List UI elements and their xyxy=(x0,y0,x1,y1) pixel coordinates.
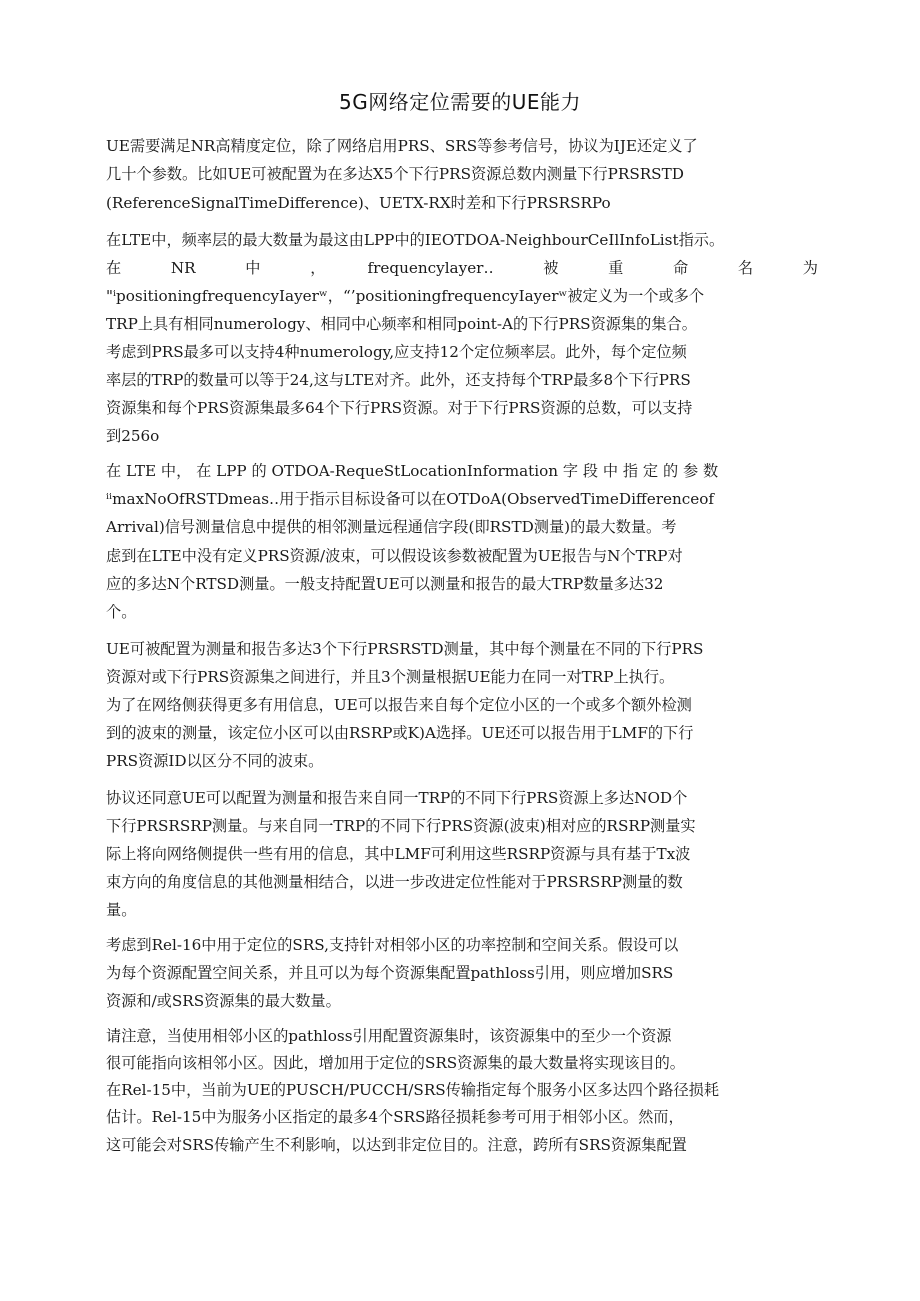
text-line: 几十个参数。比如UE可被配置为在多达X5个下行PRS资源总数内测量下行PRSRSTD xyxy=(106,165,684,183)
text-line: 资源集和每个PRS资源集最多64个下行PRS资源。对于下行PRS资源的总数，可以支持 xyxy=(106,399,693,417)
document-title: 5G网络定位需要的UE能力 xyxy=(339,90,581,114)
text-line: Arrival)信号测量信息中提供的相邻测量远程通信字段(即RSTD测量)的最大数量。考 xyxy=(106,518,677,536)
text-line: 应的多达N个RTSD测量。一般支持配置UE可以测量和报告的最大TRP数量多达32 xyxy=(106,575,664,593)
text-line: 资源对或下行PRS资源集之间进行，并且3个测量根据UE能力在同一对TRP上执行。 xyxy=(106,668,675,686)
text-line: 为了在网络侧获得更多有用信息，UE可以报告来自每个定位小区的一个或多个额外检测 xyxy=(106,696,692,714)
text-line: 到的波束的测量，该定位小区可以由RSRP或K)A选择。UE还可以报告用于LMF的下行 xyxy=(106,724,694,742)
text-line: 考虑到PRS最多可以支持4种numerology,应支持12个定位频率层。此外，每个定位频 xyxy=(106,343,687,361)
text-line: 请注意，当使用相邻小区的pathloss引用配置资源集时，该资源集中的至少一个资源 xyxy=(106,1027,672,1045)
text-line: (ReferenceSignalTimeDifference)、UETX-RX时差和下行PRSRSRPo xyxy=(106,194,611,212)
text-line: 资源和/或SRS资源集的最大数量。 xyxy=(106,992,341,1010)
text-line: 率层的TRP的数量可以等于24,这与LTE对齐。此外，还支持每个TRP最多8个下行PRS xyxy=(106,371,691,389)
text-line: 量。 xyxy=(106,901,137,919)
text-line: 虑到在LTE中没有定义PRS资源/波束，可以假设该参数被配置为UE报告与N个TRP对 xyxy=(106,547,683,565)
text-line: 在 LTE 中， 在 LPP 的 OTDOA-RequeStLocationInformation 字 段 中 指 定 的 参 数 xyxy=(106,462,719,480)
text-line: 束方向的角度信息的其他测量相结合，以进一步改进定位性能对于PRSRSRP测量的数 xyxy=(106,873,683,891)
text-line: 这可能会对SRS传输产生不利影响，以达到非定位目的。注意，跨所有SRS资源集配置 xyxy=(106,1136,687,1154)
text-line: 为每个资源配置空间关系，并且可以为每个资源集配置pathloss引用，则应增加SRS xyxy=(106,964,674,982)
text-line: 在LTE中，频率层的最大数量为最这由LPP中的IEOTDOA-NeighbourCeIlInfoList指示。 xyxy=(106,231,725,249)
text-line: ⁱⁱmaxNoOfRSTDmeas‥用于指示目标设备可以在OTDoA(ObservedTimeDifferenceof xyxy=(106,490,714,508)
text-line: 个。 xyxy=(106,603,137,621)
text-line: 下行PRSRSRP测量。与来自同一TRP的不同下行PRS资源(波束)相对应的RSRP测量实 xyxy=(106,817,696,835)
text-line: 在 NR 中 ， frequencylayer‥ 被 重 命 名 为 xyxy=(106,259,818,277)
text-line: "ⁱpositioningfrequencyIayerʷ，“’positioningfrequencyIayerʷ被定义为一个或多个 xyxy=(106,287,705,305)
text-line: 到256o xyxy=(106,427,160,445)
text-line: 估计。Rel-15中为服务小区指定的最多4个SRS路径损耗参考可用于相邻小区。然而， xyxy=(106,1108,684,1126)
text-line: UE需要满足NR高精度定位，除了网络启用PRS、SRS等参考信号，协议为IJE还定义了 xyxy=(106,137,698,155)
text-line: UE可被配置为测量和报告多达3个下行PRSRSTD测量，其中每个测量在不同的下行PRS xyxy=(106,640,704,658)
text-line: 在Rel-15中，当前为UE的PUSCH/PUCCH/SRS传输指定每个服务小区多达四个路径损耗 xyxy=(106,1081,720,1099)
text-line: 协议还同意UE可以配置为测量和报告来自同一TRP的不同下行PRS资源上多达NOD个 xyxy=(106,789,688,807)
text-line: 很可能指向该相邻小区。因此，增加用于定位的SRS资源集的最大数量将实现该目的。 xyxy=(106,1054,685,1072)
text-line: 考虑到Rel-16中用于定位的SRS,支持针对相邻小区的功率控制和空间关系。假设可以 xyxy=(106,936,679,954)
text-line: PRS资源ID以区分不同的波束。 xyxy=(106,752,324,770)
text-line: 际上将向网络侧提供一些有用的信息，其中LMF可利用这些RSRP资源与具有基于Tx波 xyxy=(106,845,691,863)
text-line: TRP上具有相同numerology、相同中心频率和相同point-A的下行PRS资源集的集合。 xyxy=(106,315,697,333)
